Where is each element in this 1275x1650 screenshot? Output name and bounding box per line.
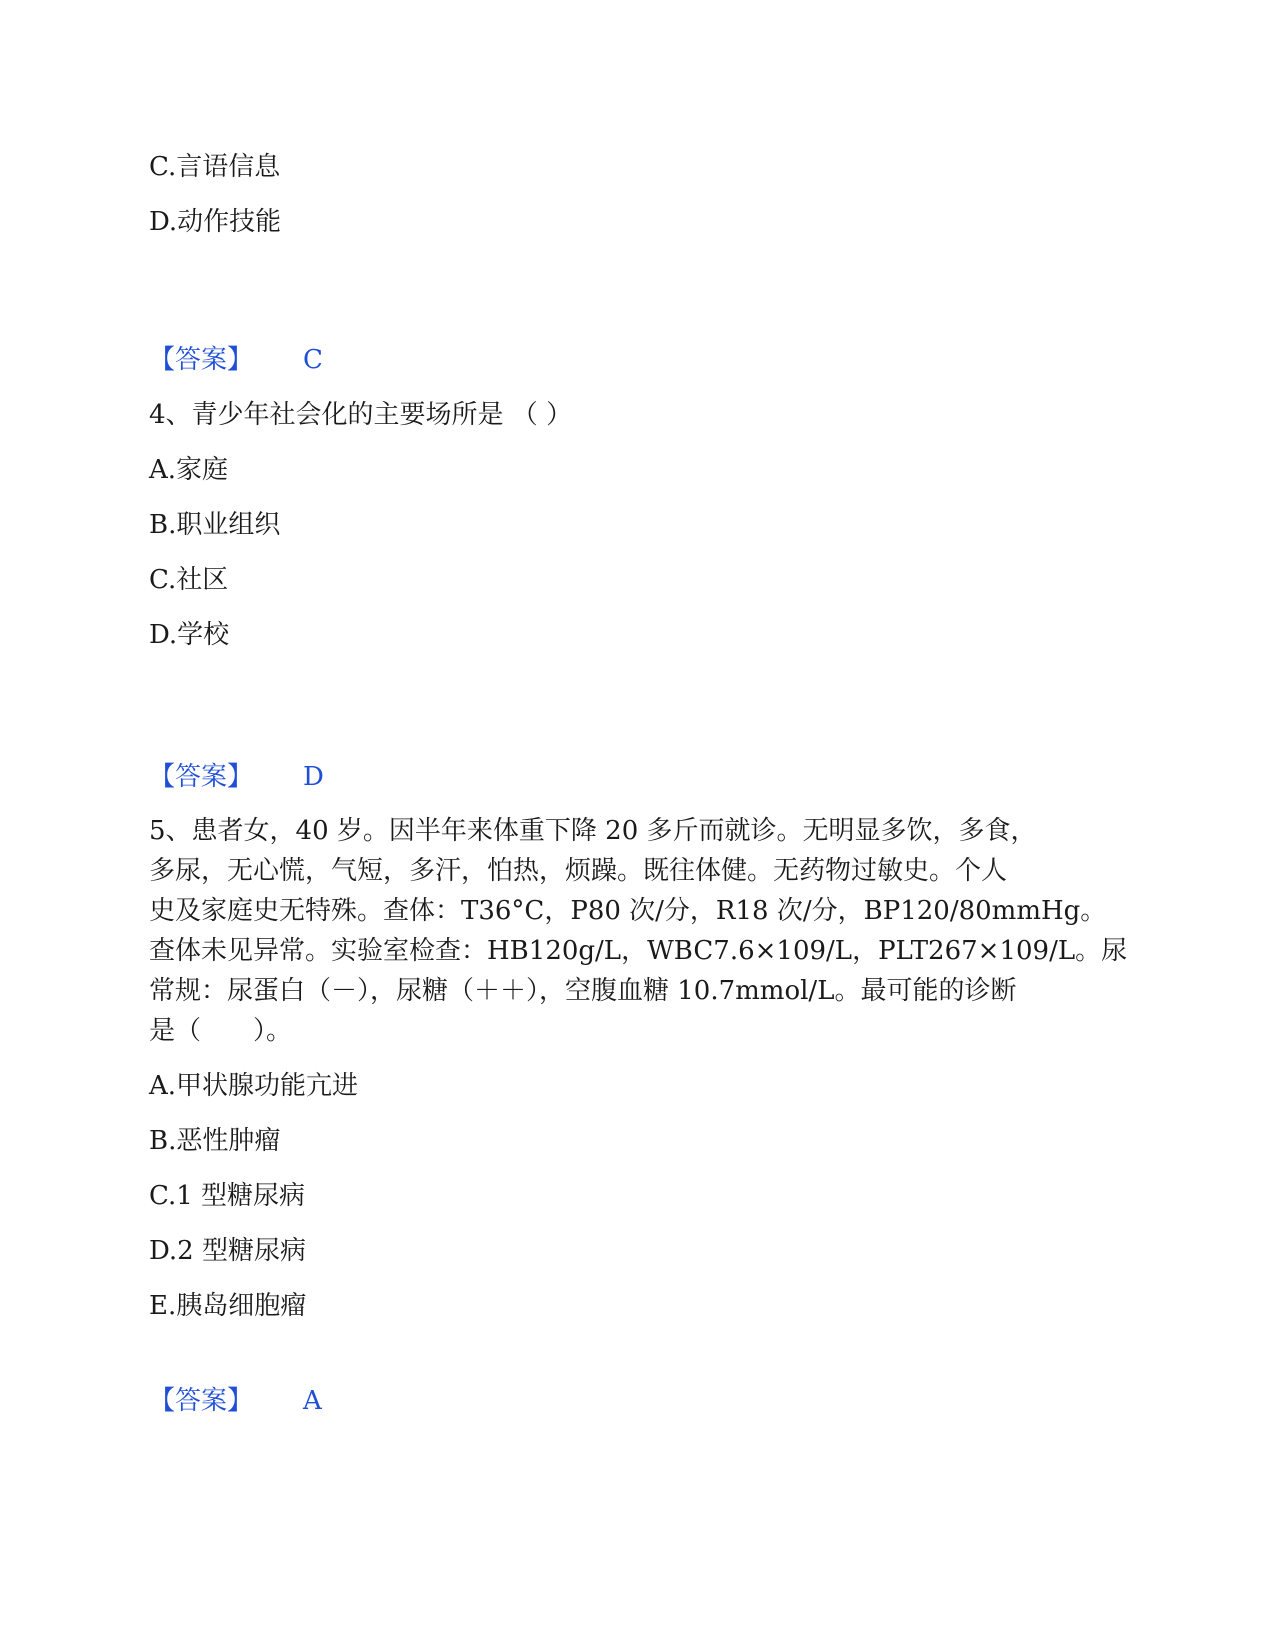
q4-stem: 4、青少年社会化的主要场所是 （ ） (149, 400, 573, 430)
q5-stem-line-2: 多尿，无心慌，气短，多汗，怕热，烦躁。既往体健。无药物过敏史。个人 (149, 856, 1008, 886)
q5-option-b: B.恶性肿瘤 (149, 1126, 281, 1156)
q4-option-a: A.家庭 (149, 455, 229, 485)
q5-stem-line-1: 5、患者女，40 岁。因半年来体重下降 20 多斤而就诊。无明显多饮，多食， (149, 816, 1037, 846)
q3-answer (149, 345, 323, 375)
answer-value: C (303, 345, 323, 375)
q3-option-d: D.动作技能 (149, 207, 282, 237)
q5-stem-line-6: 是（ ）。 (149, 1016, 293, 1046)
answer-label: 【答案】 (149, 345, 254, 375)
q5-answer (149, 1386, 322, 1416)
q5-stem-line-4: 查体未见异常。实验室检查：HB120g/L，WBC7.6×109/L，PLT267×109/L。尿 (149, 936, 1128, 966)
q5-option-c: C.1 型糖尿病 (149, 1181, 306, 1211)
answer-label: 【答案】 (149, 762, 254, 792)
q4-answer (149, 762, 324, 792)
answer-label: 【答案】 (149, 1386, 254, 1416)
q4-option-c: C.社区 (149, 565, 229, 595)
q4-option-d: D.学校 (149, 620, 230, 650)
answer-value: D (303, 762, 324, 792)
answer-value: A (303, 1386, 322, 1416)
q3-option-c: C.言语信息 (149, 152, 281, 182)
q5-stem-line-3: 史及家庭史无特殊。查体：T36°C，P80 次/分，R18 次/分，BP120/80mmHg。 (149, 896, 1107, 926)
q5-option-e: E.胰岛细胞瘤 (149, 1291, 307, 1321)
q4-option-b: B.职业组织 (149, 510, 281, 540)
q5-option-a: A.甲状腺功能亢进 (149, 1071, 359, 1101)
q5-stem-line-5: 常规：尿蛋白（－），尿糖（＋＋），空腹血糖 10.7mmol/L。最可能的诊断 (149, 976, 1017, 1006)
q5-option-d: D.2 型糖尿病 (149, 1236, 306, 1266)
